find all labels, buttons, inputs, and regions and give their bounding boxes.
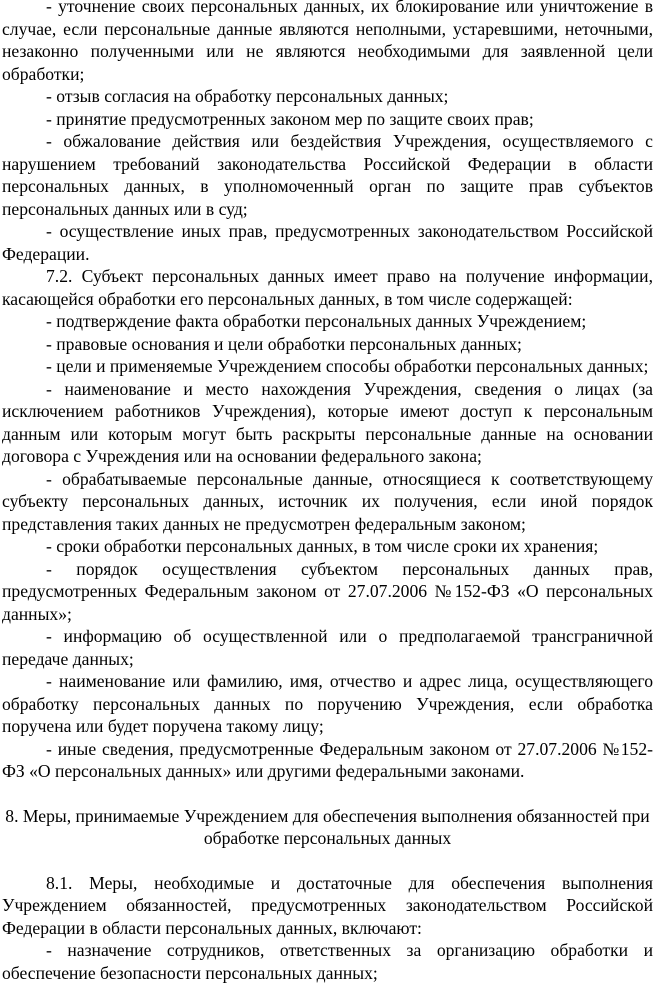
paragraph-responsible-staff: - назначение сотрудников, ответственных за организацию обработки и обеспечение безопасности персональных данных; bbox=[2, 940, 653, 983]
section-8-heading: 8. Меры, принимаемые Учреждением для обеспечения выполнения обязанностей при обработке персональных данных bbox=[5, 805, 650, 848]
paragraph-processing-methods: - цели и применяемые Учреждением способы обработки персональных данных; bbox=[46, 356, 649, 376]
paragraph-processed-data: - обрабатываемые персональные данные, относящиеся к соответствующему субъекту персональных данных, источник их получения, если иной порядок представления таких данных не предусмотрен федеральным законом; bbox=[2, 468, 653, 534]
paragraph-7-2: 7.2. Субъект персональных данных имеет право на получение информации, касающейся обработки его персональных данных, в том числе содержащей: bbox=[2, 266, 653, 309]
paragraph-other-rights: - осуществление иных прав, предусмотренных законодательством Российской Федерации. bbox=[2, 221, 653, 264]
paragraph-legal-grounds: - правовые основания и цели обработки персональных данных; bbox=[46, 333, 522, 354]
paragraph-consent-withdrawal: - отзыв согласия на обработку персональных данных; bbox=[46, 86, 449, 106]
paragraph-8-1: 8.1. Меры, необходимые и достаточные для обеспечения выполнения Учреждением обязанностей, предусмотренных законодательством Российской Федерации в области персональных данных, включают: bbox=[2, 872, 653, 938]
paragraph-processing-terms: - сроки обработки персональных данных, в том числе сроки их хранения; bbox=[46, 536, 599, 556]
paragraph-appeal-right: - обжалование действия или бездействия Учреждения, осуществляемого с нарушением требований законодательства Российской Федерации в области персональных данных, в уполномоченный орган по защите прав субъектов персональных данных или в суд; bbox=[2, 131, 653, 219]
paragraph-processor-details: - наименование или фамилию, имя, отчество и адрес лица, осуществляющего обработку персональных данных по поручению Учреждения, если обработка поручена или будет поручена такому лицу; bbox=[2, 671, 653, 736]
paragraph-other-information: - иные сведения, предусмотренные Федеральным законом от 27.07.2006 №152-ФЗ «О персональных данных» или другими федеральными законами. bbox=[2, 738, 653, 781]
paragraph-institution-details: - наименование и место нахождения Учреждения, сведения о лицах (за исключением работников Учреждения), которые имеют доступ к персональным данным или которым могут быть раскрыты персональные данные на основании договора с Учреждения или на основании федерального закона; bbox=[2, 378, 653, 466]
paragraph-protection-measures: - принятие предусмотренных законом мер по защите своих прав; bbox=[46, 108, 534, 129]
rights-list-section bbox=[2, 0, 653, 783]
section-8-body bbox=[2, 872, 653, 985]
document-page bbox=[2, 0, 653, 984]
paragraph-cross-border-transfer: - информацию об осуществленной или о предполагаемой трансграничной передаче данных; bbox=[2, 626, 653, 669]
paragraph-rights-procedure: - порядок осуществления субъектом персональных данных прав, предусмотренных Федеральным законом от 27.07.2006 №152-ФЗ «О персональных данных»; bbox=[2, 558, 653, 624]
paragraph-clarification-right: - уточнение своих персональных данных, их блокирование или уничтожение в случае, если персональные данные являются неполными, устаревшими, неточными, незаконно полученными или не являются необходимыми для заявленной цели обработки; bbox=[2, 0, 653, 84]
paragraph-processing-confirmation: - подтверждение факта обработки персональных данных Учреждением; bbox=[46, 311, 587, 331]
